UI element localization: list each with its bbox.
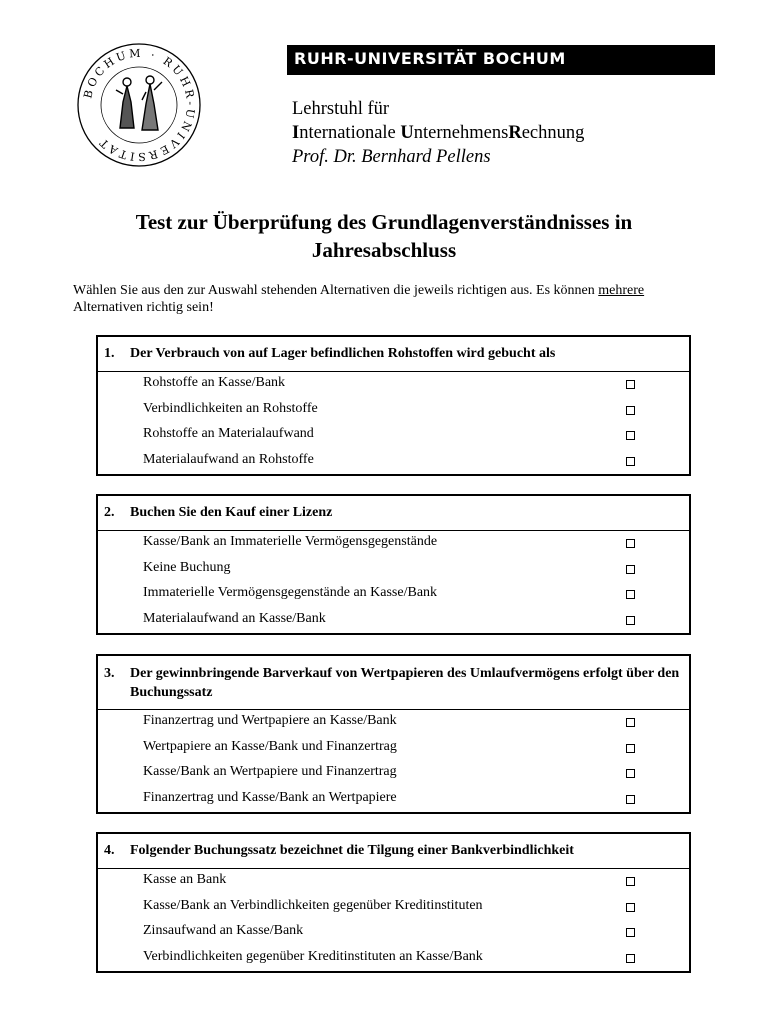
checkbox[interactable] xyxy=(626,769,635,778)
answer-option: Kasse an Bank xyxy=(98,869,689,895)
svg-text:BOCHUM · RUHR-UNIVERSITAT xyxy=(81,47,197,163)
answer-option: Immaterielle Vermögensgegenstände an Kasse/Bank xyxy=(98,582,689,608)
chair-line2: Internationale UnternehmensRechnung xyxy=(292,123,585,143)
checkbox[interactable] xyxy=(626,616,635,625)
question-1 xyxy=(96,335,691,476)
checkbox[interactable] xyxy=(626,380,635,389)
answer-option: Rohstoffe an Kasse/Bank xyxy=(98,372,689,398)
answer-option: Verbindlichkeiten gegenüber Kreditinstituten an Kasse/Bank xyxy=(98,946,689,972)
checkbox[interactable] xyxy=(626,457,635,466)
checkbox[interactable] xyxy=(626,795,635,804)
instructions: Wählen Sie aus den zur Auswahl stehenden Alternativen die jeweils richtigen aus. Es können mehrere Alternativen richtig sein! xyxy=(73,283,645,315)
emphasis-mehrere: mehrere xyxy=(598,283,645,298)
checkbox[interactable] xyxy=(626,718,635,727)
seal-text: BOCHUM · RUHR-UNIVERSITAT xyxy=(81,46,198,164)
answer-option: Kasse/Bank an Wertpapiere und Finanzertrag xyxy=(98,761,689,787)
answer-option: Kasse/Bank an Immaterielle Vermögensgegenstände xyxy=(98,531,689,557)
checkbox[interactable] xyxy=(626,406,635,415)
question-header: 1. Der Verbrauch von auf Lager befindlichen Rohstoffen wird gebucht als xyxy=(98,337,689,372)
answer-option: Materialaufwand an Kasse/Bank xyxy=(98,608,689,634)
question-3 xyxy=(96,654,691,814)
answer-option: Kasse/Bank an Verbindlichkeiten gegenüber Kreditinstituten xyxy=(98,895,689,921)
question-header: 2. Buchen Sie den Kauf einer Lizenz xyxy=(98,496,689,531)
checkbox[interactable] xyxy=(626,565,635,574)
answer-option: Keine Buchung xyxy=(98,557,689,583)
checkbox[interactable] xyxy=(626,539,635,548)
answer-option: Verbindlichkeiten an Rohstoffe xyxy=(98,398,689,424)
checkbox[interactable] xyxy=(626,744,635,753)
answer-option: Zinsaufwand an Kasse/Bank xyxy=(98,920,689,946)
answer-option: Finanzertrag und Kasse/Bank an Wertpapiere xyxy=(98,787,689,813)
question-header: 4. Folgender Buchungssatz bezeichnet die Tilgung einer Bankverbindlichkeit xyxy=(98,834,689,869)
page-title: Test zur Überprüfung des Grundlagenverständnisses in Jahresabschluss xyxy=(135,210,633,262)
question-header: 3. Der gewinnbringende Barverkauf von Wertpapieren des Umlaufvermögens erfolgt über den Buchungssatz xyxy=(98,656,689,710)
checkbox[interactable] xyxy=(626,590,635,599)
checkbox[interactable] xyxy=(626,928,635,937)
checkbox[interactable] xyxy=(626,954,635,963)
checkbox[interactable] xyxy=(626,431,635,440)
professor-name: Prof. Dr. Bernhard Pellens xyxy=(292,147,491,167)
checkbox[interactable] xyxy=(626,903,635,912)
university-seal-logo xyxy=(76,42,202,168)
question-2 xyxy=(96,494,691,635)
answer-option: Materialaufwand an Rohstoffe xyxy=(98,449,689,475)
chair-line1: Lehrstuhl für xyxy=(292,99,390,119)
university-banner: RUHR-UNIVERSITÄT BOCHUM xyxy=(287,45,715,75)
checkbox[interactable] xyxy=(626,877,635,886)
question-4 xyxy=(96,832,691,973)
chair-info xyxy=(292,97,584,169)
answer-option: Finanzertrag und Wertpapiere an Kasse/Bank xyxy=(98,710,689,736)
answer-option: Wertpapiere an Kasse/Bank und Finanzertrag xyxy=(98,736,689,762)
answer-option: Rohstoffe an Materialaufwand xyxy=(98,423,689,449)
